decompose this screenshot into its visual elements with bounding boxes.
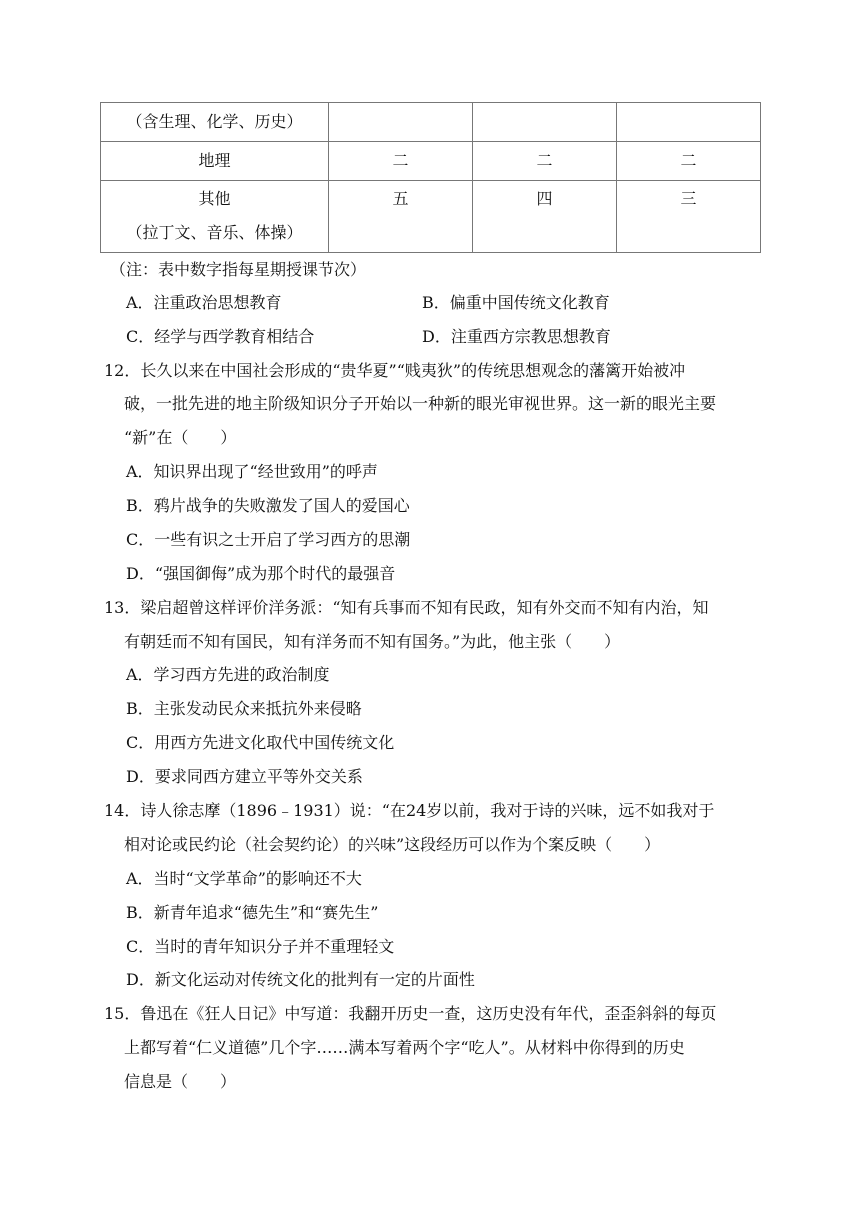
table-cell-text: （含生理、化学、历史）	[126, 112, 303, 131]
q13-stem-line: 13．梁启超曾这样评价洋务派：“知有兵事而不知有民政，知有外交而不知有内治，知	[104, 598, 709, 617]
q12-option-c: C．一些有识之士开启了学习西方的思潮	[126, 530, 411, 549]
q14-stem-line: 相对论或民约论（社会契约论）的兴味”这段经历可以作为个案反映（ ）	[124, 835, 661, 854]
table-cell	[329, 181, 473, 253]
table-cell-text: 二	[680, 151, 697, 170]
q12-stem-line: 破，一批先进的地主阶级知识分子开始以一种新的眼光审视世界。这一新的眼光主要	[124, 394, 717, 413]
table-cell	[473, 103, 617, 142]
q12-option-b: B．鸦片战争的失败激发了国人的爱国心	[126, 496, 410, 515]
table-note: （注：表中数字指每星期授课节次）	[110, 260, 367, 279]
q14-option-d: D．新文化运动对传统文化的批判有一定的片面性	[126, 970, 475, 989]
table-cell	[329, 142, 473, 181]
q15-stem-line: 15．鲁迅在《狂人日记》中写道：我翻开历史一查，这历史没有年代，歪歪斜斜的每页	[104, 1004, 717, 1023]
q12-option-a: A．知识界出现了“经世致用”的呼声	[126, 462, 378, 481]
table-cell	[617, 142, 761, 181]
table-cell-label	[101, 142, 329, 181]
q11-option-c: C．经学与西学教育相结合	[126, 327, 315, 346]
q14-option-b: B．新青年追求“德先生”和“赛先生”	[126, 903, 379, 922]
q13-option-b: B．主张发动民众来抵抗外来侵略	[126, 699, 362, 718]
table-row	[101, 142, 761, 181]
table-cell-label	[101, 181, 329, 253]
q12-stem-line: “新”在（ ）	[124, 428, 237, 447]
q14-option-c: C．当时的青年知识分子并不重理轻文	[126, 937, 395, 956]
table-cell-text	[329, 103, 472, 112]
table-cell	[617, 181, 761, 253]
q11-option-a: A．注重政治思想教育	[126, 293, 282, 312]
table-row	[101, 103, 761, 142]
curriculum-table	[100, 102, 761, 253]
q14-option-a: A．当时“文学革命”的影响还不大	[126, 869, 362, 888]
q13-stem-line: 有朝廷而不知有国民，知有洋务而不知有国务。”为此，他主张（ ）	[124, 632, 621, 651]
q11-option-d: D．注重西方宗教思想教育	[422, 327, 611, 346]
table-cell-label	[101, 103, 329, 142]
table-cell-text: 五	[392, 189, 409, 208]
q11-option-b: B．偏重中国传统文化教育	[422, 293, 610, 312]
table-cell-text: （拉丁文、音乐、体操）	[126, 223, 303, 242]
table-cell	[329, 103, 473, 142]
table-cell-text: 其他	[198, 189, 231, 208]
q12-option-d: D．“强国御侮”成为那个时代的最强音	[126, 564, 396, 583]
table-cell-text	[617, 103, 760, 112]
table-cell-text	[473, 103, 616, 112]
q12-stem-line: 12．长久以来在中国社会形成的“贵华夏”“贱夷狄”的传统思想观念的藩篱开始被冲	[104, 361, 686, 380]
q13-option-d: D．要求同西方建立平等外交关系	[126, 767, 363, 786]
table-cell-text: 地理	[198, 151, 231, 170]
table-cell-text: 二	[536, 151, 553, 170]
table-cell-text: 二	[392, 151, 409, 170]
table-cell	[617, 103, 761, 142]
table-cell	[473, 142, 617, 181]
q13-option-c: C．用西方先进文化取代中国传统文化	[126, 733, 395, 752]
table-cell	[473, 181, 617, 253]
table-cell-text: 四	[536, 189, 553, 208]
q15-stem-line: 上都写着“仁义道德”几个字……满本写着两个字“吃人”。从材料中你得到的历史	[124, 1038, 685, 1057]
table-cell-text: 三	[680, 189, 697, 208]
q15-stem-line: 信息是（ ）	[124, 1072, 237, 1091]
q13-option-a: A．学习西方先进的政治制度	[126, 665, 330, 684]
q14-stem-line: 14．诗人徐志摩（1896﹣1931）说：“在24岁以前，我对于诗的兴味，远不如我对于	[104, 801, 715, 820]
table-row	[101, 181, 761, 253]
